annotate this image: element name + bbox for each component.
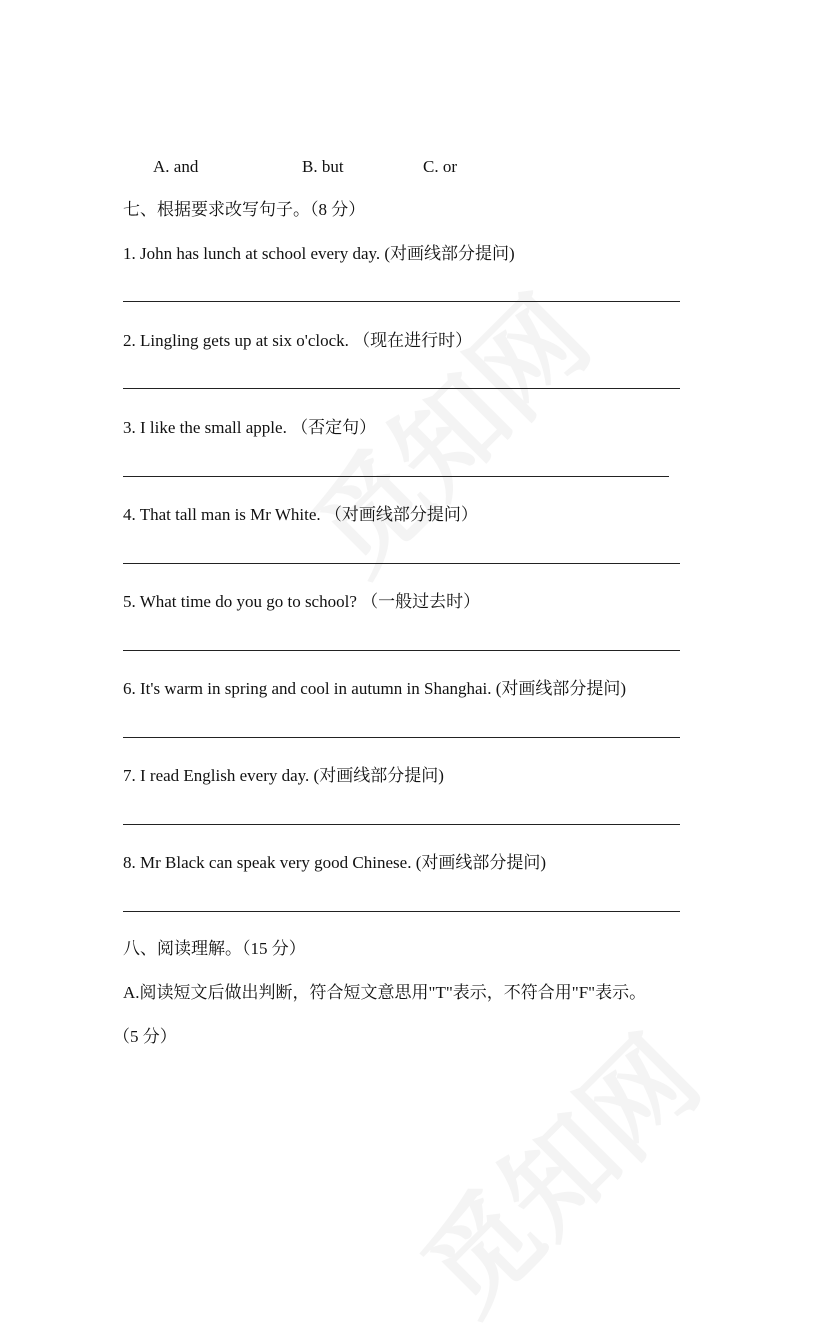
option-b: B. but (302, 157, 344, 176)
question-4: 4. That tall man is Mr White. （对画线部分提问） (123, 505, 478, 524)
answer-line-4[interactable] (123, 563, 680, 564)
watermark (382, 996, 727, 1341)
answer-line-7[interactable] (123, 824, 680, 825)
option-a: A. and (153, 157, 199, 176)
answer-line-6[interactable] (123, 737, 680, 738)
question-1: 1. John has lunch at school every day. (对画线部分提问) (123, 244, 515, 263)
section-8-title: 八、阅读理解。（15 分） (123, 939, 306, 958)
answer-line-5[interactable] (123, 650, 680, 651)
question-6: 6. It's warm in spring and cool in autumn in Shanghai. (对画线部分提问) (123, 679, 627, 698)
answer-line-2[interactable] (123, 388, 680, 389)
section-7-title: 七、根据要求改写句子。（8 分） (123, 200, 366, 219)
part-a-instructions: A.阅读短文后做出判断，符合短文意思用"T"表示，不符合用"F"表示。 (123, 983, 647, 1002)
answer-line-1[interactable] (123, 301, 680, 302)
question-7: 7. I read English every day. (对画线部分提问) (123, 766, 444, 785)
answer-line-3[interactable] (123, 476, 669, 477)
question-5: 5. What time do you go to school? （一般过去时） (123, 592, 481, 611)
question-2: 2. Lingling gets up at six o'clock. （现在进行时） (123, 331, 473, 350)
part-a-points: （5 分） (113, 1027, 177, 1046)
answer-line-8[interactable] (123, 911, 680, 912)
question-8: 8. Mr Black can speak very good Chinese. (对画线部分提问) (123, 853, 547, 872)
option-c: C. or (423, 157, 457, 176)
question-3: 3. I like the small apple. （否定句） (123, 418, 377, 437)
